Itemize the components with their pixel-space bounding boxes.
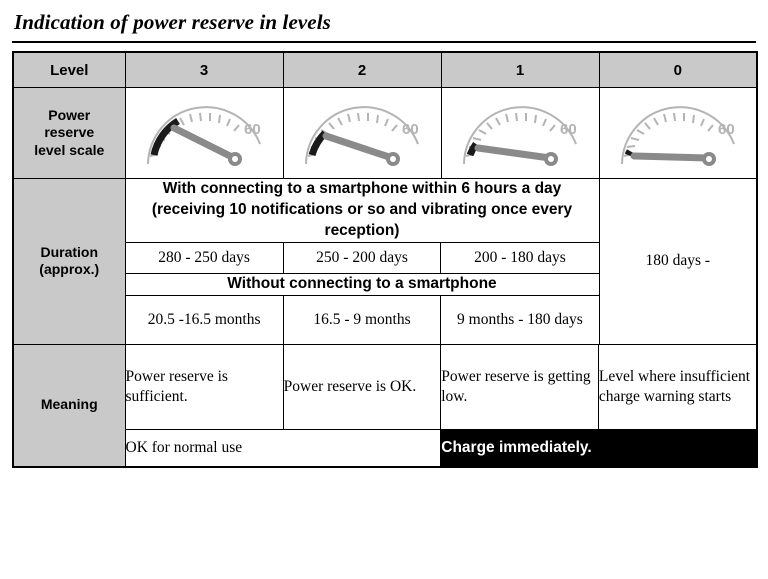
gauge-2-tick-label: 60 bbox=[402, 120, 419, 138]
table-header-row bbox=[13, 52, 757, 88]
duration-grid bbox=[125, 179, 599, 345]
with-smartphone-note: With connecting to a smartphone within 6 hours a day (receiving 10 notifications or so and vibrating once every reception) bbox=[126, 179, 599, 242]
duration-with-level-1: 200 - 180 days bbox=[441, 242, 599, 273]
gauge-0-needle bbox=[634, 152, 716, 166]
without-smartphone-note: Without connecting to a smartphone bbox=[126, 273, 599, 295]
normal-use-note: OK for normal use bbox=[126, 429, 441, 466]
duration-with-level-3: 280 - 250 days bbox=[126, 242, 284, 273]
gauge-3-tick-label: 60 bbox=[244, 120, 261, 138]
gauge-cell-level-0 bbox=[599, 88, 757, 179]
duration-without-level-1: 9 months - 180 days bbox=[441, 295, 599, 344]
gauge-1-tick-label: 60 bbox=[560, 120, 577, 138]
gauge-cell-level-2 bbox=[283, 88, 441, 179]
row-label-duration bbox=[13, 179, 125, 345]
duration-without-level-2: 16.5 - 9 months bbox=[283, 295, 441, 344]
meaning-level-3: Power reserve is sufficient. bbox=[126, 345, 284, 430]
header-level-0: 0 bbox=[599, 52, 757, 88]
charge-immediately-banner: Charge immediately. bbox=[441, 429, 756, 466]
duration-level-0: 180 days - bbox=[599, 179, 757, 345]
title-divider bbox=[12, 41, 756, 43]
gauge-level-1-icon bbox=[450, 92, 590, 170]
row-label-scale bbox=[13, 88, 125, 179]
meaning-level-0: Level where insufficient charge warning starts bbox=[598, 345, 756, 430]
gauge-cell-level-3 bbox=[125, 88, 283, 179]
gauge-3-needle bbox=[174, 128, 242, 166]
power-reserve-scale-row bbox=[13, 88, 757, 179]
duration-with-level-2: 250 - 200 days bbox=[283, 242, 441, 273]
row-label-scale-line-1: Power bbox=[48, 106, 91, 123]
meaning-level-1: Power reserve is getting low. bbox=[441, 345, 599, 430]
header-level-1: 1 bbox=[441, 52, 599, 88]
header-level-3: 3 bbox=[125, 52, 283, 88]
row-label-meaning: Meaning bbox=[13, 344, 125, 467]
meaning-row bbox=[13, 344, 757, 467]
duration-row bbox=[13, 179, 757, 345]
header-level-2: 2 bbox=[283, 52, 441, 88]
duration-without-level-3: 20.5 -16.5 months bbox=[126, 295, 284, 344]
meaning-level-2: Power reserve is OK. bbox=[283, 345, 441, 430]
meaning-grid bbox=[125, 344, 757, 467]
gauge-cell-level-1 bbox=[441, 88, 599, 179]
row-label-scale-line-2: reserve bbox=[44, 124, 95, 141]
page-title: Indication of power reserve in levels bbox=[14, 10, 331, 34]
row-label-duration-line-1: Duration bbox=[40, 243, 99, 260]
meaning-inner-table bbox=[126, 345, 757, 466]
row-label-duration-line-2: (approx.) bbox=[39, 261, 100, 278]
power-reserve-table bbox=[12, 51, 758, 468]
header-level-label: Level bbox=[13, 52, 125, 88]
gauge-level-0-icon bbox=[608, 92, 748, 170]
gauge-2-needle bbox=[326, 136, 400, 166]
duration-inner-table bbox=[126, 179, 599, 344]
gauge-0-tick-label: 60 bbox=[717, 120, 735, 138]
gauge-1-needle bbox=[478, 148, 558, 166]
gauge-level-3-icon bbox=[134, 92, 274, 170]
gauge-level-2-icon bbox=[292, 92, 432, 170]
row-label-scale-line-3: level scale bbox=[34, 141, 105, 158]
